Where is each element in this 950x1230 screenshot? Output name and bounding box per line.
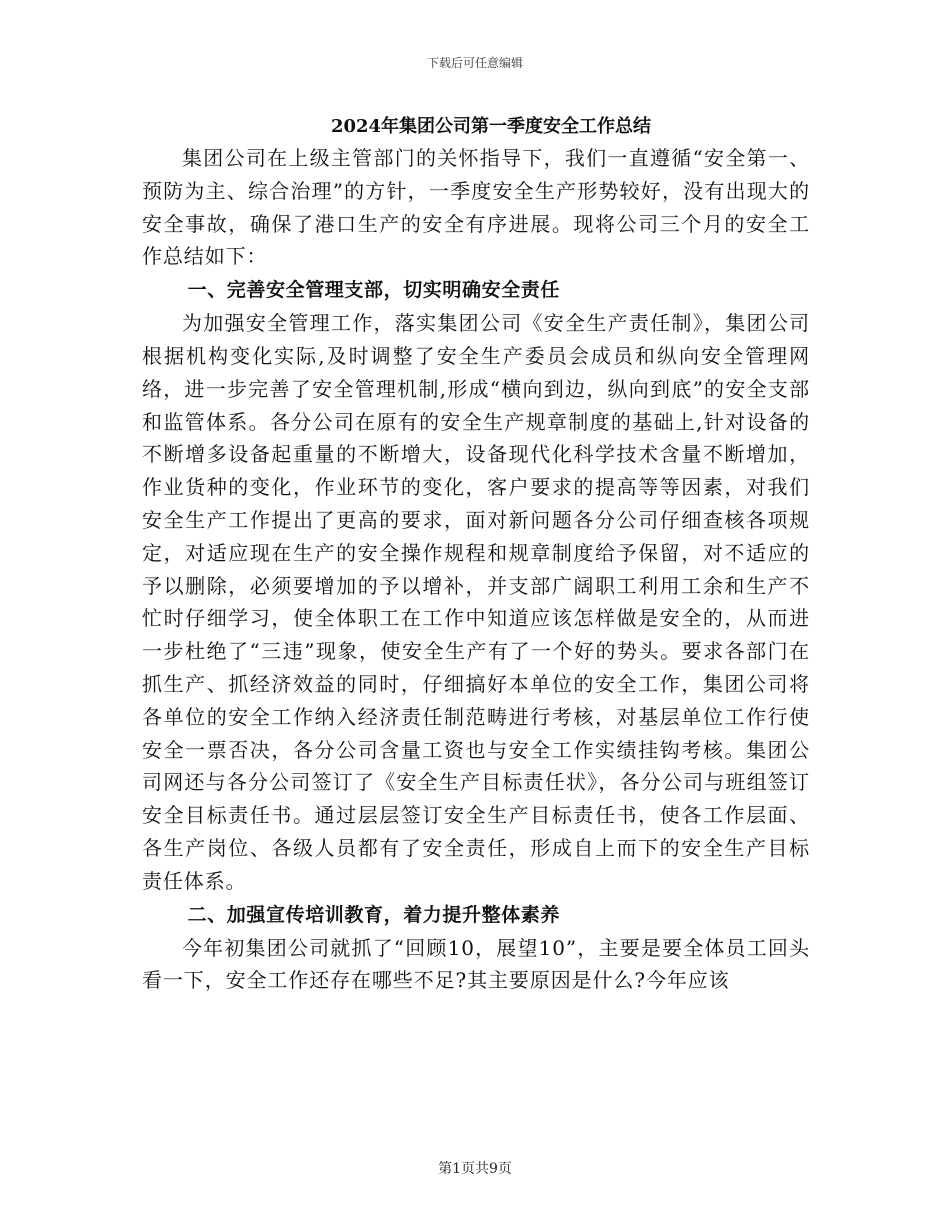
document-title: 2024年集团公司第一季度安全工作总结 [330,116,652,137]
section-1-paragraph: 为加强安全管理工作，落实集团公司《安全生产责任制》，集团公司根据机构变化实际,及时调整了安全生产委员会成员和纵向安全管理网络，进一步完善了安全管理机制,形成“横向到边，纵向到底”的安全支部和监管体系。各分公司在原有的安全生产规章制度的基础上,针对设备的不断增多设备起重量的不断增大，设备现代化科学技术含量不断增加，作业货种的变化，作业环节的变化，客户要求的提高等等因素，对我们安全生产工作提出了更高的要求，面对新问题各分公司仔细查核各项规定，对适应现在生产的安全操作规程和规章制度给予保留，对不适应的予以删除，必须要增加的予以增补，并支部广阔职工利用工余和生产不忙时仔细学习，使全体职工在工作中知道应该怎样做是安全的，从而进一步杜绝了“三违”现象，使安全生产有了一个好的势头。要求各部门在抓生产、抓经济效益的同时，仔细搞好本单位的安全工作，集团公司将各单位的安全工作纳入经济责任制范畴进行考核，对基层单位工作行使安全一票否决，各分公司含量工资也与安全工作实绩挂钩考核。集团公司网还与各分公司签订了《安全生产目标责任状》，各分公司与班组签订安全目标责任书。通过层层签订安全生产目标责任书，使各工作层面、各生产岗位、各级人员都有了安全责任，形成自上而下的安全生产目标责任体系。 [142,311,810,893]
page-header-note: 下载后可任意编辑 [426,56,523,70]
intro-paragraph: 集团公司在上级主管部门的关怀指导下，我们一直遵循“安全第一、预防为主、综合治理”的方针，一季度安全生产形势较好，没有出现大的安全事故，确保了港口生产的安全有序进展。现将公司三个月的安全工作总结如下： [142,146,810,269]
section-1-heading: 一、完善安全管理支部，切实明确安全责任 [187,279,560,302]
section-2-heading: 二、加强宣传培训教育，着力提升整体素养 [187,903,560,926]
document-body [142,112,810,997]
page-number: 第1页共9页 [438,1161,512,1177]
section-2-paragraph: 今年初集团公司就抓了“回顾10，展望10”，主要是要全体员工回头看一下，安全工作还存在哪些不足?其主要原因是什么?今年应该 [142,935,810,993]
